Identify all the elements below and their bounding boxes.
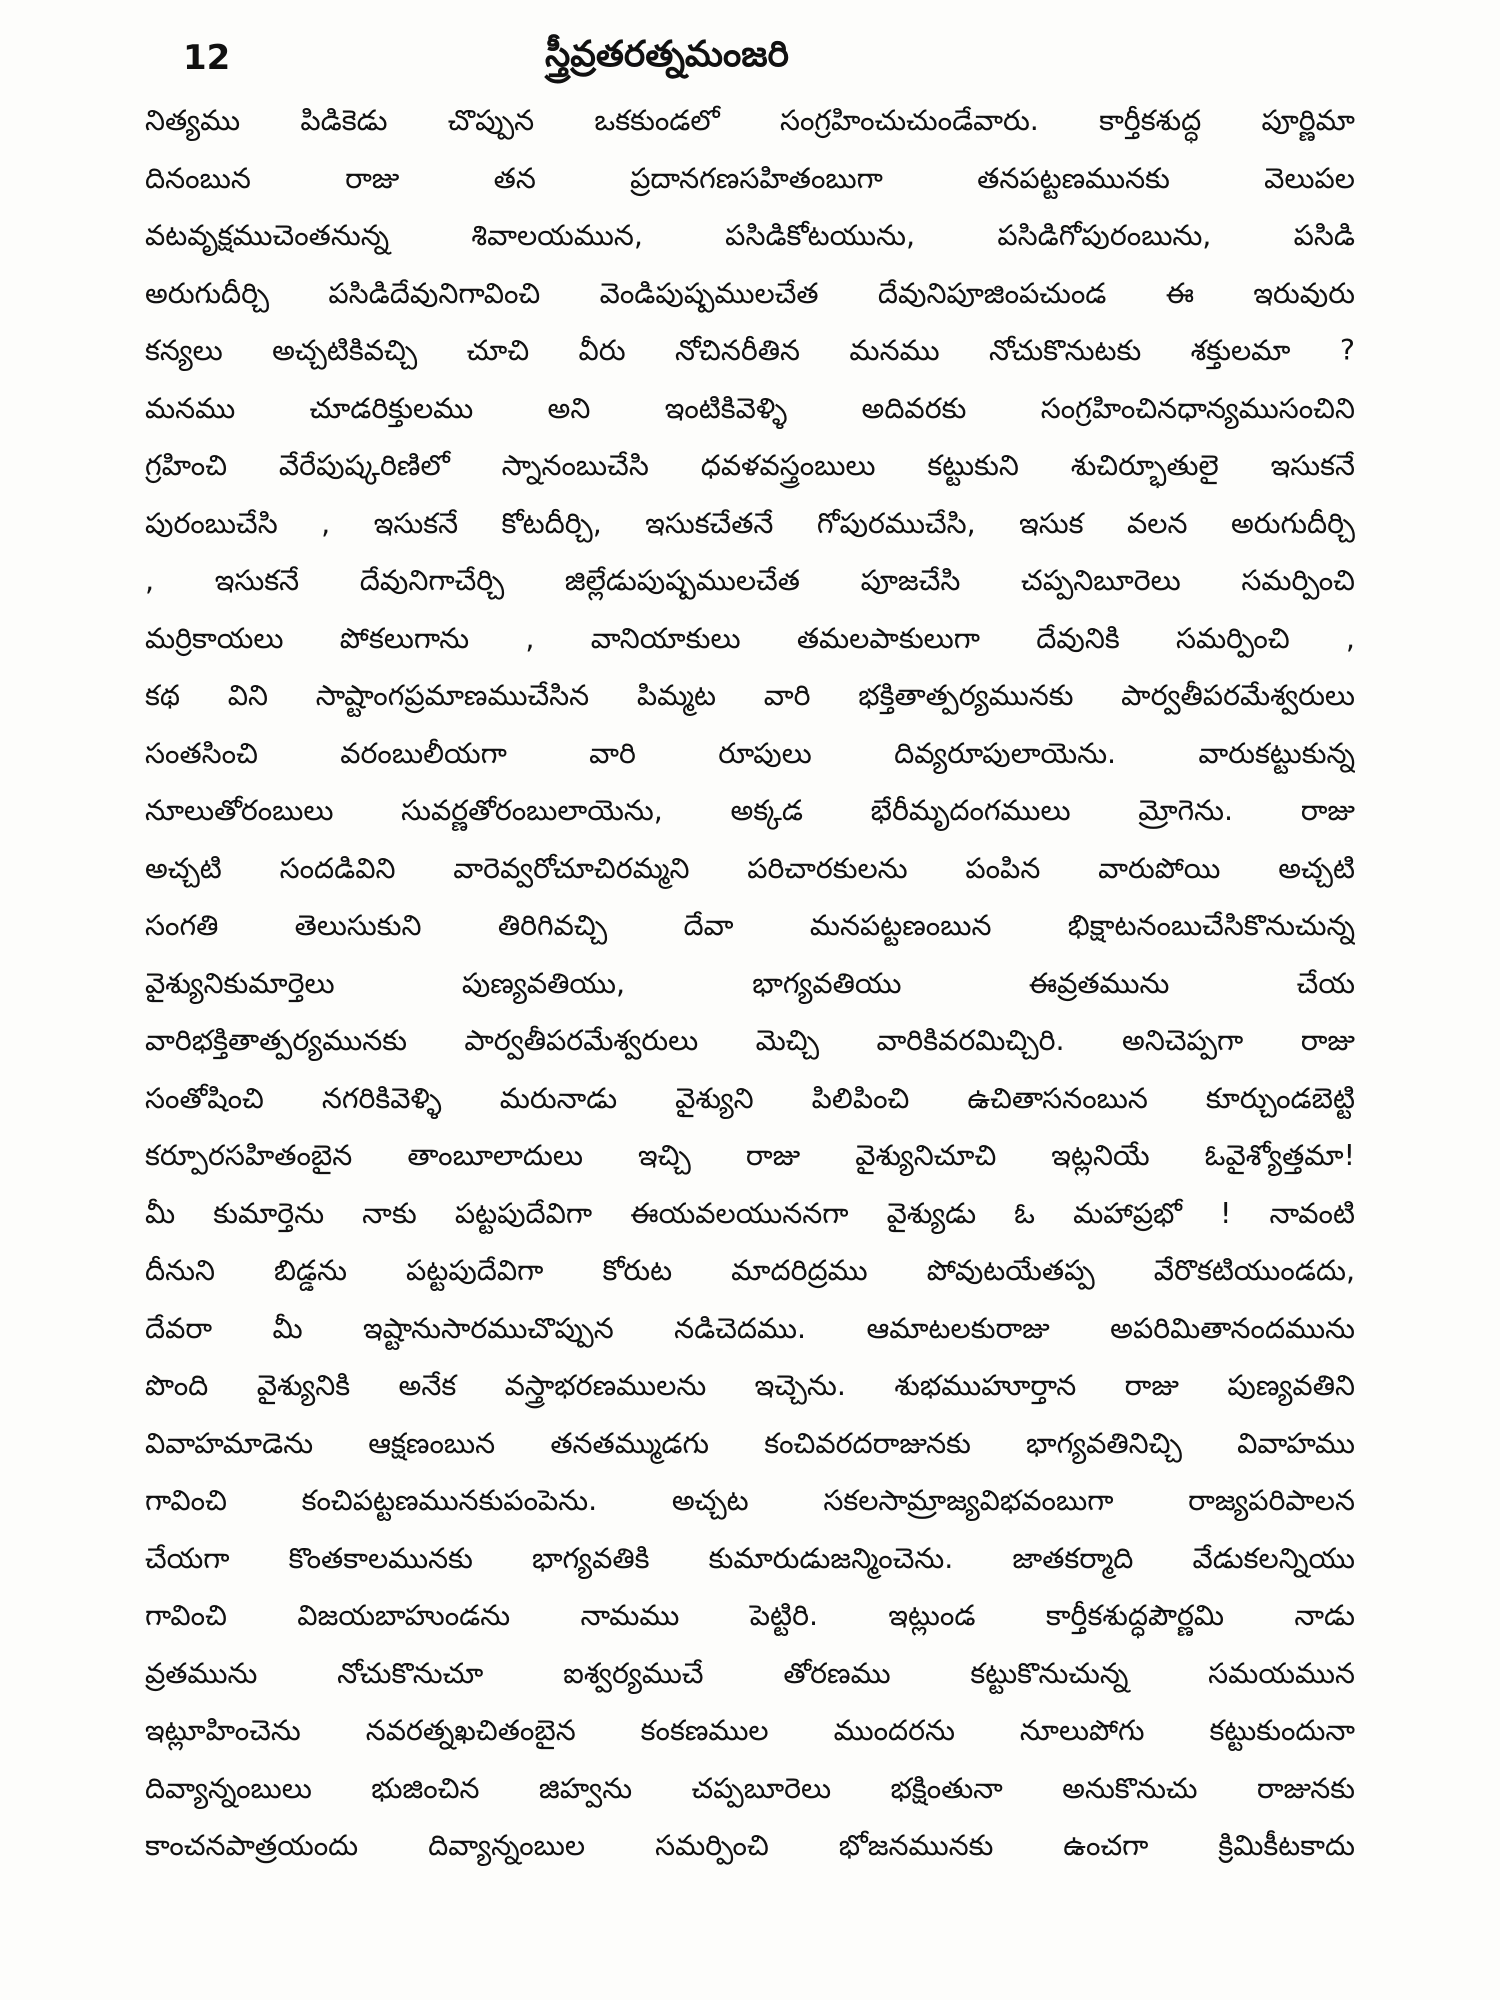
- text-line: మర్రికాయలు పోకలుగాను , వానియాకులు తమలపాకులుగా దేవునికి సమర్పించి ,: [145, 621, 1355, 655]
- text-line: వ్రతమును నోచుకొనుచూ ఐశ్వర్యముచే తోరణము కట్టుకొనుచున్న సమయమున: [145, 1656, 1355, 1690]
- text-line: నూలుతోరంబులు సువర్ణతోరంబులాయెను, అక్కడ భేరీమృదంగములు మ్రోగెను. రాజు: [145, 794, 1355, 827]
- text-line: కాంచనపాత్రయందు దివ్యాన్నంబుల సమర్పించి భోజనమునకు ఉంచగా క్రిమికీటకాదు: [145, 1829, 1355, 1862]
- text-line: వటవృక్షముచెంతనున్న శివాలయమున, పసిడికోటయును, పసిడిగోపురంబును, పసిడి: [145, 219, 1355, 252]
- page-header: [145, 28, 1355, 88]
- text-line: అరుగుదీర్చి పసిడిదేవునిగావించి వెండిపుష్పములచేత దేవునిపూజింపచుండ ఈ ఇరువురు: [145, 276, 1355, 310]
- text-line: గావించి విజయబాహుండను నామము పెట్టిరి. ఇట్లుండ కార్తీకశుద్ధపౌర్ణమి నాడు: [145, 1599, 1355, 1632]
- body-text: [145, 92, 1355, 1875]
- text-line: ఇట్లూహించెను నవరత్నఖచితంబైన కంకణముల ముందరను నూలుపోగు కట్టుకుందునా: [145, 1714, 1355, 1747]
- text-line: పురంబుచేసి , ఇసుకనే కోటదీర్చి, ఇసుకచేతనే గోపురముచేసి, ఇసుక వలన అరుగుదీర్చి: [145, 506, 1355, 540]
- text-line: వివాహమాడెను ఆక్షణంబున తనతమ్ముడగు కంచివరదరాజునకు భాగ్యవతినిచ్చి వివాహము: [145, 1426, 1355, 1460]
- book-title: స్త్రీవ్రతరత్నమంజరి: [545, 34, 789, 75]
- text-line: దినంబున రాజు తన ప్రదానగణసహితంబుగా తనపట్టణమునకు వెలుపల: [145, 161, 1355, 195]
- page-number: 12: [183, 38, 231, 78]
- text-line: కర్పూరసహితంబైన తాంబూలాదులు ఇచ్చి రాజు వైశ్యునిచూచి ఇట్లనియే ఓవైశ్యోత్తమా!: [145, 1139, 1355, 1172]
- text-line: , ఇసుకనే దేవునిగాచేర్చి జిల్లేడుపుష్పములచేత పూజచేసి చప్పనిబూరెలు సమర్పించి: [145, 564, 1355, 597]
- text-line: సంతోషించి నగరికివెళ్ళి మరునాడు వైశ్యుని పిలిపించి ఉచితాసనంబున కూర్చుండబెట్టి: [145, 1081, 1355, 1115]
- text-line: దీనుని బిడ్డను పట్టపుదేవిగా కోరుట మాదరిద్రము పోవుటయేతప్ప వేరొకటియుండదు,: [145, 1254, 1355, 1287]
- text-line: సంగతి తెలుసుకుని తిరిగివచ్చి దేవా మనపట్టణంబున భిక్షాటనంబుచేసికొనుచున్న: [145, 909, 1355, 942]
- text-line: మనము చూడరిక్తులము అని ఇంటికివెళ్ళి అదివరకు సంగ్రహించినధాన్యముసంచిని: [145, 391, 1355, 425]
- text-line: వారిభక్తితాత్పర్యమునకు పార్వతీపరమేశ్వరులు మెచ్చి వారికివరమిచ్చిరి. అనిచెప్పగా రాజు: [145, 1024, 1355, 1057]
- text-line: కథ విని సాష్టాంగప్రమాణముచేసిన పిమ్మట వారి భక్తితాత్పర్యమునకు పార్వతీపరమేశ్వరులు: [145, 679, 1355, 712]
- text-line: వైశ్యునికుమార్తెలు పుణ్యవతియు, భాగ్యవతియు ఈవ్రతమును చేయ: [145, 966, 1355, 1000]
- text-line: నిత్యము పిడికెడు చొప్పున ఒకకుండలో సంగ్రహించుచుండేవారు. కార్తీకశుద్ధ పూర్ణిమా: [145, 104, 1355, 137]
- text-line: సంతసించి వరంబులీయగా వారి రూపులు దివ్యరూపులాయెను. వారుకట్టుకున్న: [145, 736, 1355, 770]
- text-line: దివ్యాన్నంబులు భుజించిన జిహ్వను చప్పబూరెలు భక్షింతునా అనుకొనుచు రాజునకు: [145, 1771, 1355, 1805]
- text-line: గ్రహించి వేరేపుష్కరిణిలో స్నానంబుచేసి ధవళవస్త్రంబులు కట్టుకుని శుచిర్భూతులై ఇసుకనే: [145, 449, 1355, 482]
- text-line: చేయగా కొంతకాలమునకు భాగ్యవతికి కుమారుడుజన్మించెను. జాతకర్మాది వేడుకలన్నియు: [145, 1541, 1355, 1575]
- text-line: కన్యలు అచ్చటికివచ్చి చూచి వీరు నోచినరీతిన మనము నోచుకొనుటకు శక్తులమా ?: [145, 334, 1355, 367]
- text-line: పొంది వైశ్యునికి అనేక వస్త్రాభరణములను ఇచ్చెను. శుభముహూర్తాన రాజు పుణ్యవతిని: [145, 1369, 1355, 1402]
- text-line: మీ కుమార్తెను నాకు పట్టపుదేవిగా ఈయవలయుననగా వైశ్యుడు ఓ మహాప్రభో ! నావంటి: [145, 1196, 1355, 1230]
- text-line: అచ్చటి సందడివిని వారెవ్వరోచూచిరమ్మని పరిచారకులను పంపిన వారుపోయి అచ్చటి: [145, 851, 1355, 885]
- text-line: దేవరా మీ ఇష్టానుసారముచొప్పున నడిచెదము. ఆమాటలకురాజు అపరిమితానందమును: [145, 1311, 1355, 1345]
- text-line: గావించి కంచిపట్టణమునకుపంపెను. అచ్చట సకలసామ్రాజ్యవిభవంబుగా రాజ్యపరిపాలన: [145, 1484, 1355, 1517]
